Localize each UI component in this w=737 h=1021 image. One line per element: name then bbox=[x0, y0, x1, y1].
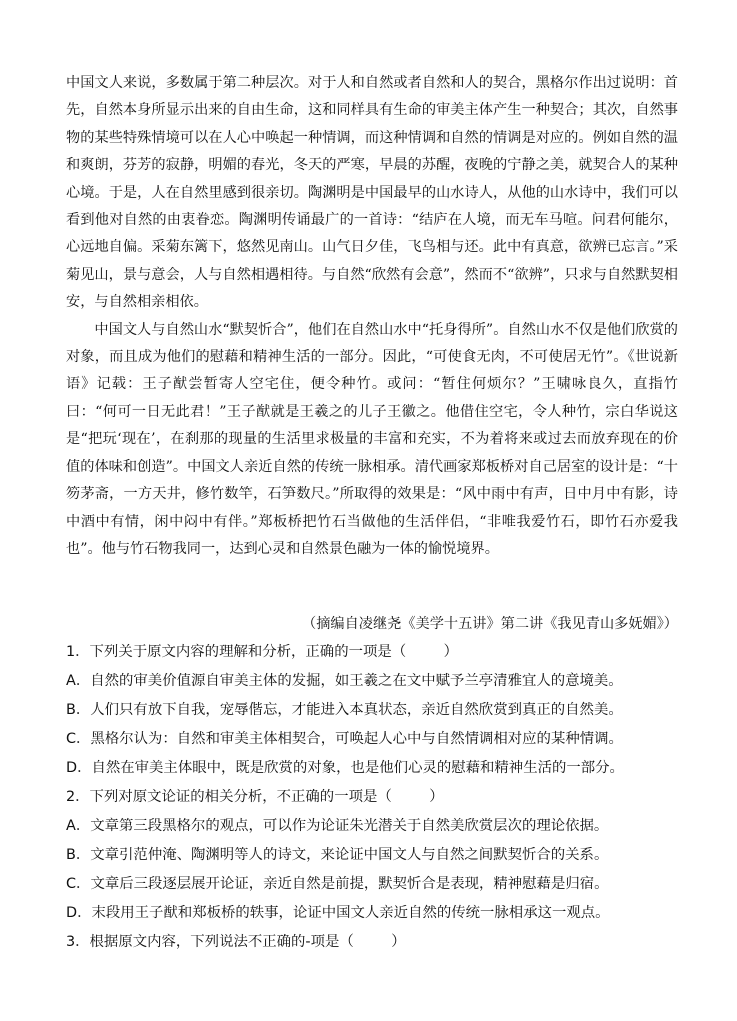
option-b: B．文章引范仲淹、陶渊明等人的诗文，来论证中国文人与自然之间默契忻合的关系。 bbox=[66, 847, 609, 863]
question-1 bbox=[66, 638, 678, 783]
question-stem-close: ） bbox=[391, 934, 406, 950]
question-3 bbox=[66, 928, 678, 957]
question-stem-text: 1．下列关于原文内容的理解和分析，正确的一项是（ bbox=[66, 644, 407, 660]
option-c: C．黑格尔认为：自然和审美主体相契合，可唤起人心中与自然情调相对应的某种情调。 bbox=[66, 731, 623, 747]
question-stem bbox=[66, 928, 678, 957]
option-d: D．末段用王子猷和郑板桥的轶事，论证中国文人亲近自然的传统一脉相承这一观点。 bbox=[66, 905, 610, 921]
source-citation: （摘编自凌继尧《美学十五讲》第二讲《我见青山多妩媚》） bbox=[302, 616, 678, 632]
question-stem-close: ） bbox=[429, 789, 444, 805]
option-a: A．文章第三段黑格尔的观点，可以作为论证朱光潜关于自然美欣赏层次的理论依据。 bbox=[66, 818, 609, 834]
option-c: C．文章后三段逐层展开论证，亲近自然是前提，默契忻合是表现，精神慰藉是归宿。 bbox=[66, 876, 609, 892]
option-d: D．自然在审美主体眼中，既是欣赏的对象，也是他们心灵的慰藉和精神生活的一部分。 bbox=[66, 760, 624, 776]
passage-paragraph-2: 中国文人与自然山水“默契忻合”，他们在自然山水中“托身得所”。自然山水不仅是他们欣赏的对象，而且成为他们的慰藉和精神生活的一部分。因此，“可使食无肉，不可使居无竹”。《世说新语》记载：王子猷尝暂寄人空宅住，便令种竹。或问：“暂住何烦尔？”王啸咏良久，直指竹曰：“何可一日无此君！”王子猷就是王羲之的儿子王徽之。他借住空宅，令人种竹，宗白华说这是“把玩‘现在’，在刹那的现量的生活里求极量的丰富和充实，不为着将来或过去而放弃现在的价值的体味和创造”。中国文人亲近自然的传统一脉相承。清代画家郑板桥对自己居室的设计是：“十笏茅斋，一方天井，修竹数竿，石笋数尺。”所取得的效果是：“风中雨中有声，日中月中有影，诗中酒中有情，闲中闷中有伴。”郑板桥把竹石当做他的生活伴侣，“非唯我爱竹石，即竹石亦爱我也”。他与竹石物我同一，达到心灵和自然景色融为一体的愉悦境界。 bbox=[66, 321, 678, 557]
passage-paragraph-1: 中国文人来说，多数属于第二种层次。对于人和自然或者自然和人的契合，黑格尔作出过说明：首先，自然本身所显示出来的自由生命，这和同样具有生命的审美主体产生一种契合；其次，自然事物的某些特殊情境可以在人心中唤起一种情调，而这种情调和自然的情调是对应的。例如自然的温和爽朗，芬芳的寂静，明媚的春光，冬天的严寒，早晨的苏醒，夜晚的宁静之美，就契合人的某种心境。于是，人在自然里感到很亲切。陶渊明是中国最早的山水诗人，从他的山水诗中，我们可以看到他对自然的由衷眷恋。陶渊明传诵最广的一首诗：“结庐在人境，而无车马喧。问君何能尔，心远地自偏。采菊东篱下，悠然见南山。山气日夕佳，飞鸟相与还。此中有真意，欲辨已忘言。”采菊见山，景与意会，人与自然相遇相待。与自然“欣然有会意”，然而不“欲辨”，只求与自然默契相安，与自然相亲相依。 bbox=[66, 75, 678, 311]
question-stem-text: 2．下列对原文论证的相关分析，不正确的一项是（ bbox=[66, 789, 392, 805]
passage-body bbox=[66, 70, 678, 563]
question-stem bbox=[66, 783, 678, 812]
question-2 bbox=[66, 783, 678, 928]
question-list bbox=[66, 638, 678, 957]
question-stem bbox=[66, 638, 678, 667]
option-a: A．自然的审美价值源自审美主体的发掘，如王羲之在文中赋予兰亭清雅宜人的意境美。 bbox=[66, 673, 623, 689]
question-stem-text: 3．根据原文内容，下列说法不正确的-项是（ bbox=[66, 934, 354, 950]
option-b: B．人们只有放下自我，宠辱偕忘，才能进入本真状态，亲近自然欣赏到真正的自然美。 bbox=[66, 702, 623, 718]
question-stem-close: ） bbox=[443, 644, 458, 660]
